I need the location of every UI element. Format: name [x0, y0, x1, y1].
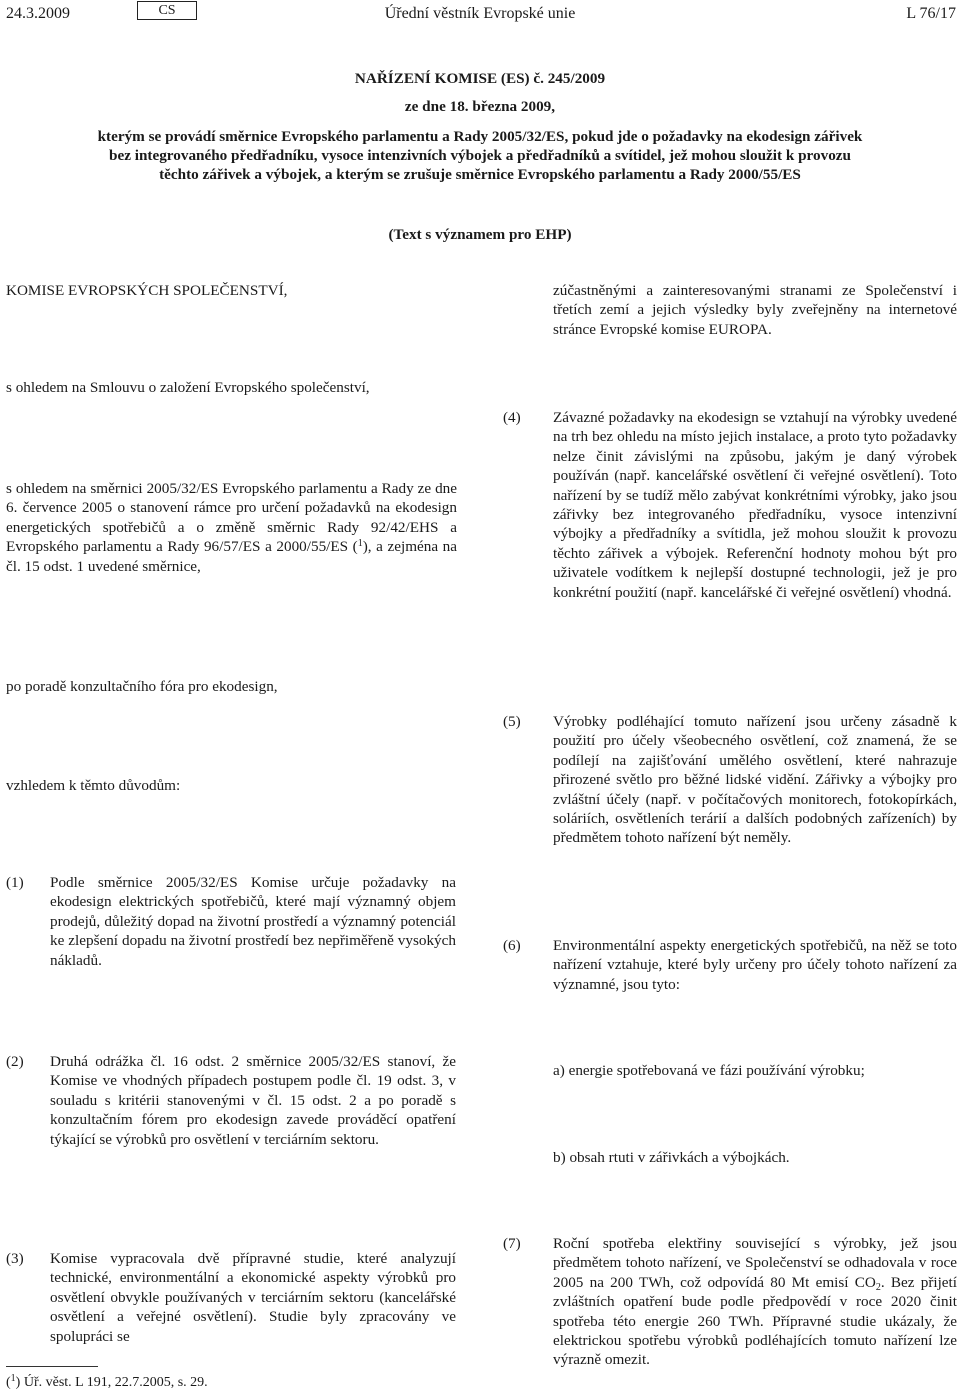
recital-number: (7)	[503, 1235, 521, 1252]
recital-number: (3)	[6, 1250, 24, 1267]
recital-subitem: a) energie spotřebovaná ve fázi používání výrobku;	[553, 1062, 865, 1079]
recital-text: Závazné požadavky na ekodesign se vztahují na výrobky uvedené na trh bez ohledu na místo jejich instalace, a proto tyto požadavky nelze činit závislými na způsobu, jakým je daný výrobek používán (např. kancelářské osvětlení či veřejné osvětlení). Toto nařízení by se tudíž mělo zabývat konkrétními výrobky, jako jsou zářivky bez integrovaného předřadníku, vysoce intenzivní výbojky a předřadníky a svítidla, jež mohou sloužit k provozu těchto zářivek a výbojek. Referenční hodnoty mohou být pro uživatele vodítkem k nejlepší dostupné technologii, jež je pro konkrétní použití (např. kancelářské či veřejné osvětlení) vhodná.	[553, 409, 957, 601]
commission-heading: KOMISE EVROPSKÝCH SPOLEČENSTVÍ,	[6, 282, 288, 299]
footnote-mark: 1	[10, 1373, 16, 1384]
citation-directive: s ohledem na směrnici 2005/32/ES Evropského parlamentu a Rady ze dne 6. července 2005 o stanovení rámce pro určení požadavků na ekodesign energetických spotřebičů a o změně směrnic Rady 92/42/EHS a Evropského parlamentu a Rady 96/57/ES a 2000/55/ES ($^1$), a zejména na čl. 15 odst. 1 uvedené směrnice,	[6, 480, 457, 575]
regulation-title: NAŘÍZENÍ KOMISE (ES) č. 245/2009	[354, 70, 606, 87]
page-number: L 76/17	[906, 5, 956, 22]
recital-number: (2)	[6, 1053, 24, 1070]
recital-text: Environmentální aspekty energetických spotřebičů, na něž se toto nařízení vztahuje, které byly určeny pro účely tohoto nařízení za významné, jsou tyto:	[553, 937, 957, 993]
recital-continuation: zúčastněnými a zainteresovanými stranami ze Společenství i třetích zemí a jejich výsledky byly zveřejněny na internetové stránce Evropské komise EUROPA.	[553, 282, 957, 338]
whereas-heading: vzhledem k těmto důvodům:	[6, 777, 181, 794]
recital-number: (1)	[6, 874, 24, 891]
header-date: 24.3.2009	[6, 5, 70, 22]
recital-number: (6)	[503, 937, 521, 954]
citation-treaty: s ohledem na Smlouvu o založení Evropského společenství,	[6, 379, 370, 396]
recital-text: Komise vypracovala dvě přípravné studie, které analyzují technické, environmentální a ekonomické aspekty výrobků pro osvětlení obvykle používaných v terciárním sektoru (kancelářské osvětlení a veřejné osvětlení). Studie byly zpracovány ve spolupráci se	[50, 1250, 456, 1345]
language-badge: CS	[137, 1, 197, 20]
recital-text: Druhá odrážka čl. 16 odst. 2 směrnice 2005/32/ES stanoví, že Komise ve vhodných případech postupem podle čl. 19 odst. 3, v souladu s kritérii stanovenými v čl. 15 odst. 2 a po poradě s konzultačním fórem pro ekodesign zavede prováděcí opatření týkající se výrobků pro osvětlení v terciárním sektoru.	[50, 1053, 456, 1148]
recital-text: Výrobky podléhající tomuto nařízení jsou určeny zásadně k použití pro účely všeobecného osvětlení, což znamená, že se podílejí na zajišťování umělého osvětlení, které nahrazuje přirozené světlo pro běžné lidské vidění. Zářivky a výbojky pro zvláštní účely (např. v počítačových monitorech, fotokopírkách, soláriích, osvětleních terárií a dalších podobných zařízeních) by předmětem tohoto nařízení být neměly.	[553, 713, 957, 847]
regulation-date: ze dne 18. března 2009,	[404, 98, 556, 115]
recital-text: Podle směrnice 2005/32/ES Komise určuje požadavky na ekodesign elektrických spotřebičů, které mají významný objem prodejů, důležitý dopad na životní prostředí a významný potenciál ke zlepšení dopadu na životní prostředí bez nepřiměřeně vysokých nákladů.	[50, 874, 456, 969]
footnote-divider	[6, 1366, 98, 1367]
recital-subitem: b) obsah rtuti v zářivkách a výbojkách.	[553, 1149, 790, 1166]
recital-number: (4)	[503, 409, 521, 426]
subscript: 2	[875, 1281, 881, 1293]
recital-number: (5)	[503, 713, 521, 730]
footnote-ref: 1	[357, 538, 363, 550]
journal-title: Úřední věstník Evropské unie	[384, 5, 576, 22]
recital-text: Roční spotřeba elektřiny související s výrobky, jež jsou předmětem tohoto nařízení, ve Společenství se odhadovala v roce 2005 na 200 TWh, což odpovídá 80 Mt emisí $CO_2$. Bez přijetí zvláštních opatření bude podle předpovědí v roce 2020 činit spotřeba této energie 260 TWh. Přípravné studie ukázaly, že elektrickou spotřebu výrobků podléhajících tomuto nařízení lze výrazně omezit.	[553, 1235, 957, 1369]
citation-forum: po poradě konzultačního fóra pro ekodesign,	[6, 678, 278, 695]
footnote: ($^1$) Úř. věst. L 191, 22.7.2005, s. 29.	[6, 1373, 208, 1390]
eea-relevance: (Text s významem pro EHP)	[388, 226, 572, 243]
regulation-subject: kterým se provádí směrnice Evropského parlamentu a Rady 2005/32/ES, pokud jde o požadavky na ekodesign zářivek bez integrovaného předřadníku, vysoce intenzivních výbojek a předřadníků a svítidel, jež mohou sloužit k provozu těchto zářivek a výbojek, a kterým se zrušuje směrnice Evropského parlamentu a Rady 2000/55/ES	[97, 128, 863, 184]
